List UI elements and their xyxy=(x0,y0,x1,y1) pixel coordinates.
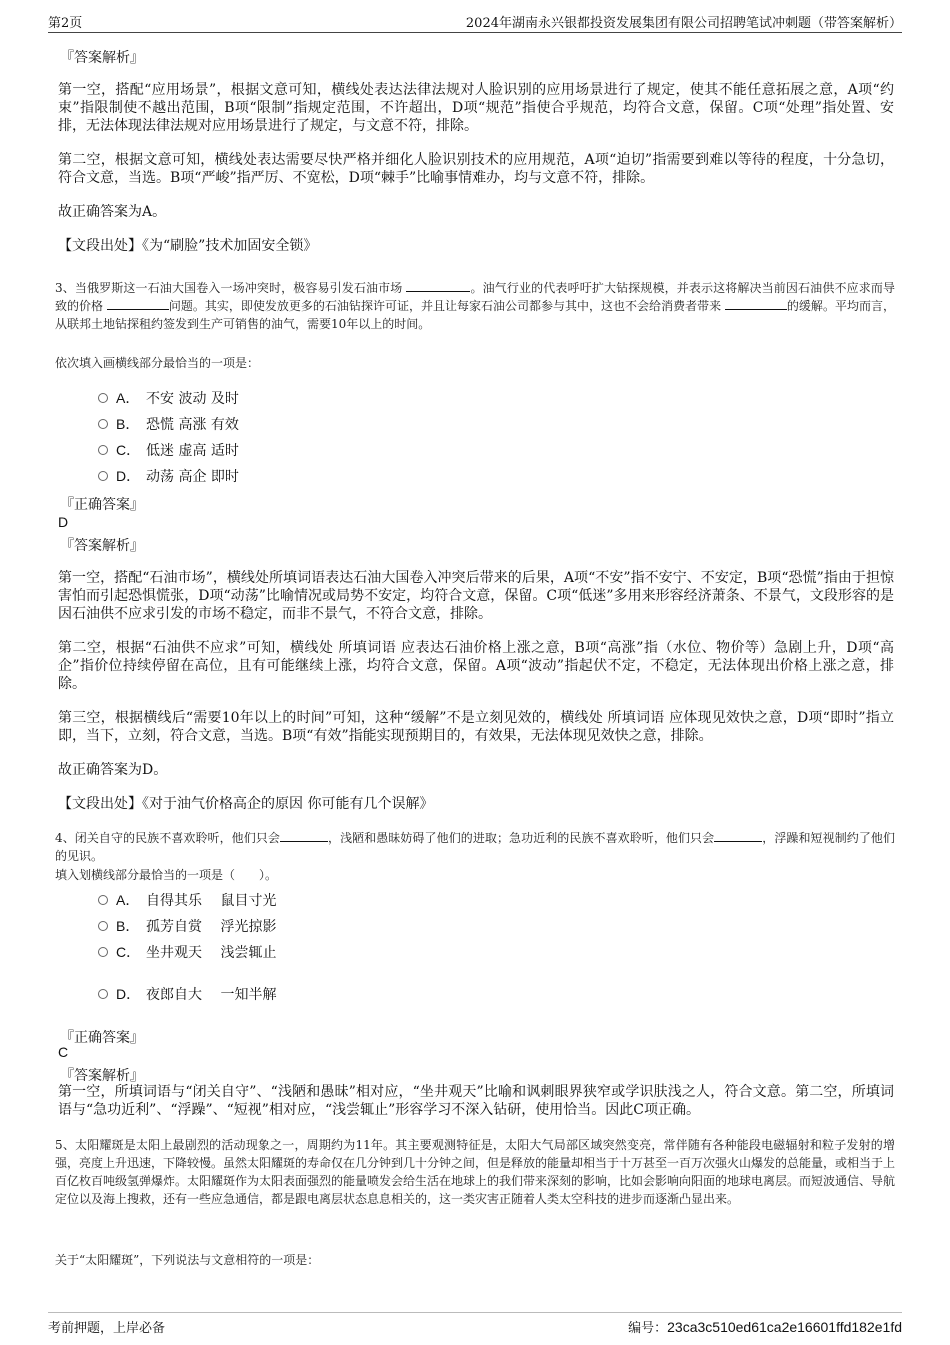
page-header xyxy=(48,10,902,33)
option-d[interactable] xyxy=(98,466,239,486)
option-letter: A． xyxy=(116,892,140,908)
analysis-paragraph: 第二空，根据文意可知，横线处表达需要尽快严格并细化人脸识别技术的应用规范，A项“迫切”指需要到难以等待的程度，十分急切，符合文意，当选。B项“严峻”指严厉、不宽松，D项“棘手”比喻事情难办，均与文意不符，排除。 xyxy=(58,152,894,186)
stem-text: 的缓解。平均而言，从联邦土地钻探租约签发到生产可销售的油气，需要10年以上的时间。 xyxy=(55,299,895,331)
radio-icon[interactable] xyxy=(98,947,108,957)
code-value: 23ca3c510ed61ca2e16601ffd182e1fd xyxy=(667,1319,902,1335)
option-text: 低迷 虚高 适时 xyxy=(146,443,239,459)
answer-conclusion: 故正确答案为D。 xyxy=(58,762,168,778)
question-stem: 5、太阳耀斑是太阳上最剧烈的活动现象之一，周期约为11年。其主要观测特征是，太阳大气局部区域突然变亮，常伴随有各种能段电磁辐射和粒子发射的增强，亮度上升迅速，下降较慢。虽然太阳耀斑的寿命仅在几分钟到几十分钟之间，但是释放的能量却相当于十万甚至一百万次强火山爆发的总能量，或相当于上百亿枚百吨级氢弹爆炸。太阳耀斑作为太阳表面强烈的能量喷发会给生活在地球上的我们带来深刻的影响，比如会影响向阳面的地球电离层。而短波通信、导航定位以及海上搜救，还有一些应急通信，都是跟电离层状态息息相关的，这一类灾害正随着人类太空科技的进步而逐渐凸显出来。 xyxy=(55,1138,896,1206)
fill-blank xyxy=(725,297,787,310)
analysis-paragraph: 第一空，搭配“石油市场”，横线处所填词语表达石油大国卷入冲突后带来的后果，A项“不安”指不安宁、不安定，B项“恐慌”指由于担惊害怕而引起恐惧慌张，D项“动荡”比喻情况或局势不安定，均符合文意，保留。C项“低迷”多用来形容经济萧条、不景气，文段形容的是因石油供不应求引发的市场不稳定，而非不景气，不符合文意，排除。 xyxy=(58,570,894,622)
source-citation: 【文段出处】《对于油气价格高企的原因 你可能有几个误解》 xyxy=(58,796,434,812)
fill-blank xyxy=(714,829,762,842)
analysis-paragraph: 第一空，搭配“应用场景”，根据文意可知，横线处表达法律法规对人脸识别的应用场景进行了规定，使其不能任意拓展之意，A项“约束”指限制使不越出范围，B项“限制”指规定范围，不许超出，D项“规范”指使合乎规范，均符合文意，保留。C项“处理”指处置、安排，无法体现法律法规对应用场景进行了规定，与文意不符，排除。 xyxy=(58,82,894,134)
option-text: 孤芳自赏 浮光掠影 xyxy=(146,919,277,935)
option-c[interactable] xyxy=(98,942,276,962)
stem-text: 问题。其实，即使发放更多的石油钻探许可证，并且让每家石油公司都参与其中，这也不会给消费者带来 xyxy=(168,299,722,313)
page-number: 第2页 xyxy=(48,16,83,31)
analysis-label: 『答案解析』 xyxy=(60,538,144,554)
stem-text: 4、闭关自守的民族不喜欢聆听，他们只会 xyxy=(55,831,280,845)
radio-icon[interactable] xyxy=(98,895,108,905)
question-prompt: 依次填入画横线部分最恰当的一项是： xyxy=(55,356,260,370)
question-prompt: 关于“太阳耀斑”，下列说法与文意相符的一项是： xyxy=(55,1253,320,1267)
analysis-paragraph: 第二空，根据“石油供不应求”可知，横线处 所填词语 应表达石油价格上涨之意，B项“高涨”指（水位、物价等）急剧上升，D项“高企”指价位持续停留在高位，且有可能继续上涨，均符合文意，保留。A项“波动”指起伏不定，不稳定，无法体现出价格上涨之意，排除。 xyxy=(58,640,894,692)
radio-icon[interactable] xyxy=(98,419,108,429)
option-text: 夜郎自大 一知半解 xyxy=(146,987,277,1003)
option-b[interactable] xyxy=(98,916,276,936)
option-letter: D． xyxy=(116,468,141,484)
question-stem xyxy=(55,829,895,865)
correct-answer-label: 『正确答案』 xyxy=(60,497,144,513)
option-text: 恐慌 高涨 有效 xyxy=(146,417,239,433)
stem-text: 。油气行业的代表呼吁扩大钻探规模，并表示这将解决当前因石油 xyxy=(470,281,823,295)
option-letter: C． xyxy=(116,442,141,458)
code-label: 编号： xyxy=(628,1321,668,1336)
fill-blank xyxy=(280,829,328,842)
document-title: 2024年湖南永兴银都投资发展集团有限公司招聘笔试冲刺题（带答案解析） xyxy=(465,16,902,31)
option-a[interactable] xyxy=(98,388,239,408)
question-prompt: 填入划横线部分最恰当的一项是（ ）。 xyxy=(55,868,278,882)
option-d[interactable] xyxy=(98,984,276,1004)
fill-blank xyxy=(107,297,169,310)
option-a[interactable] xyxy=(98,890,276,910)
fill-blank xyxy=(406,279,470,292)
analysis-label: 『答案解析』 xyxy=(60,1068,144,1084)
source-citation: 【文段出处】《为“刷脸”技术加固安全锁》 xyxy=(58,238,318,254)
stem-text: ，浅陋和愚昧妨碍了他们的进取；急功近利的民族不喜欢聆听，他们只会 xyxy=(327,831,715,845)
stem-text: 供不应求而导致的价格 xyxy=(55,281,895,313)
answer-conclusion: 故正确答案为A。 xyxy=(58,204,167,220)
radio-icon[interactable] xyxy=(98,921,108,931)
option-b[interactable] xyxy=(98,414,239,434)
option-text: 坐井观天 浅尝辄止 xyxy=(146,945,277,961)
radio-icon[interactable] xyxy=(98,445,108,455)
correct-answer-label: 『正确答案』 xyxy=(60,1030,144,1046)
option-letter: D． xyxy=(116,986,141,1002)
analysis-paragraph: 第一空，所填词语与“闭关自守”、“浅陋和愚昧”相对应，“坐井观天”比喻和讽刺眼界狭窄或学识肤浅之人，符合文意。第二空，所填词语与“急功近利”、“浮躁”、“短视”相对应，“浅尝辄止”形容学习不深入钻研，使用恰当。因此C项正确。 xyxy=(58,1084,894,1118)
option-letter: B． xyxy=(116,918,140,934)
option-letter: C． xyxy=(116,944,141,960)
stem-text: 视制约了他们的见识。 xyxy=(55,831,895,863)
option-letter: B． xyxy=(116,416,140,432)
question-stem xyxy=(55,279,895,333)
correct-answer: D xyxy=(58,514,69,530)
page-footer xyxy=(48,1312,902,1337)
radio-icon[interactable] xyxy=(98,989,108,999)
analysis-paragraph: 第三空，根据横线后“需要10年以上的时间”可知，这种“缓解”不是立刻见效的，横线处 所填词语 应体现见效快之意，D项“即时”指立即，当下，立刻，符合文意，当选。B项“有效”指能实现预期目的，有效果，无法体现见效快之意，排除。 xyxy=(58,710,894,744)
analysis-label: 『答案解析』 xyxy=(60,50,144,66)
option-text: 动荡 高企 即时 xyxy=(146,469,239,485)
option-text: 不安 波动 及时 xyxy=(146,391,239,407)
radio-icon[interactable] xyxy=(98,471,108,481)
option-c[interactable] xyxy=(98,440,239,460)
footer-slogan: 考前押题，上岸必备 xyxy=(48,1321,166,1336)
option-text: 自得其乐 鼠目寸光 xyxy=(146,893,277,909)
correct-answer: C xyxy=(58,1044,69,1060)
document-code xyxy=(628,1317,902,1336)
stem-text: 3、当俄罗斯这一石油大国卷入一场冲突时，极容易引发石油市场 xyxy=(55,281,403,295)
option-letter: A． xyxy=(116,390,140,406)
stem-text: ，浮躁和短 xyxy=(762,831,823,845)
radio-icon[interactable] xyxy=(98,393,108,403)
